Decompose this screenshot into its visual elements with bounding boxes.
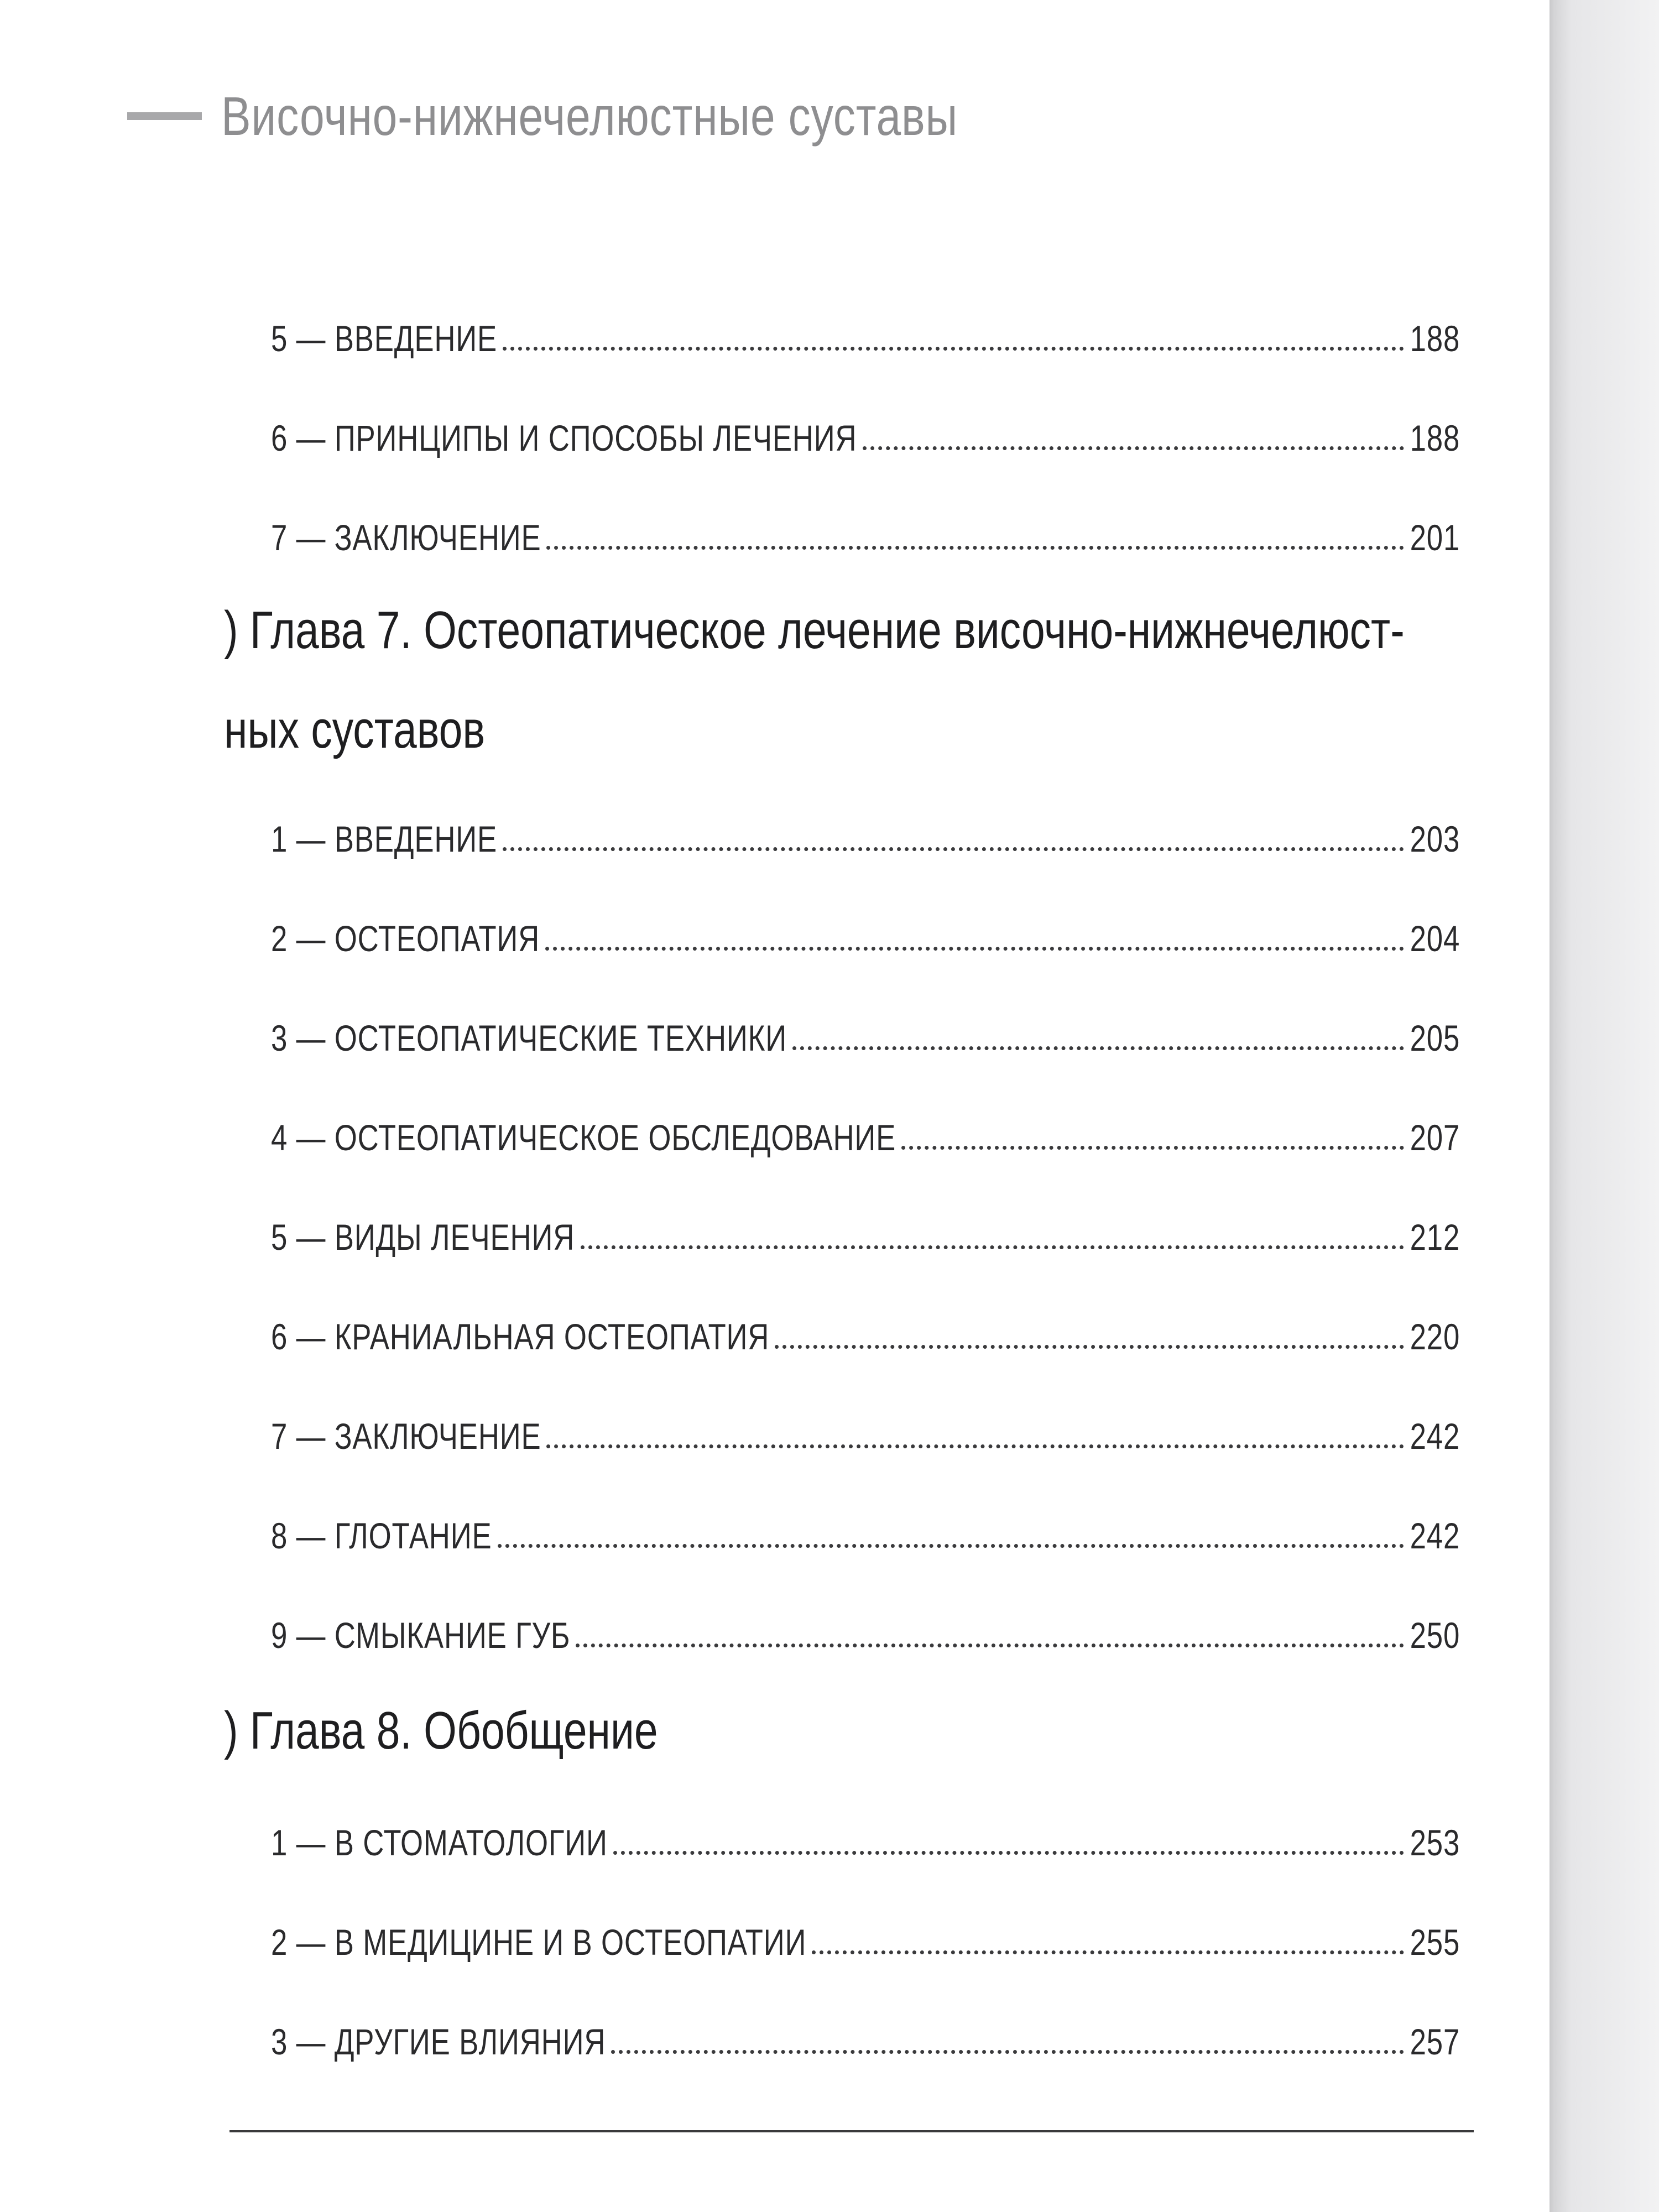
toc-leader-dots — [901, 1146, 1404, 1150]
toc-entry-label: 6 — ПРИНЦИПЫ И СПОСОБЫ ЛЕЧЕНИЯ — [271, 418, 857, 458]
toc-entry-label: 7 — ЗАКЛЮЧЕНИЕ — [271, 517, 541, 558]
toc-entry-label: 5 — ВВЕДЕНИЕ — [271, 318, 498, 359]
toc-leader-dots — [498, 1544, 1405, 1548]
toc-entry — [271, 1808, 1460, 1864]
toc-entry — [271, 805, 1460, 860]
toc-entry-label: 5 — ВИДЫ ЛЕЧЕНИЯ — [271, 1217, 575, 1258]
chapter-heading-line: ) Глава 8. Обобщение — [224, 1701, 658, 1760]
toc-entry-page: 253 — [1410, 1822, 1460, 1863]
toc-entry-page: 212 — [1410, 1217, 1460, 1258]
toc-entry-page: 188 — [1410, 418, 1460, 458]
toc-entry — [271, 1908, 1460, 1963]
toc-entry-page: 255 — [1410, 1922, 1460, 1963]
toc-entry-page: 257 — [1410, 2021, 1460, 2062]
toc-entry — [271, 2007, 1460, 2063]
page-edge-shadow — [1550, 0, 1659, 2212]
toc-leader-dots — [545, 947, 1405, 951]
toc-entry — [271, 1103, 1460, 1159]
toc-leader-dots — [581, 1245, 1405, 1249]
toc-entry-page: 242 — [1410, 1416, 1460, 1457]
bottom-rule — [229, 2130, 1474, 2132]
toc-leader-dots — [775, 1345, 1405, 1349]
toc-entry — [271, 304, 1460, 359]
chapter-heading-line: ных суставов — [224, 700, 486, 759]
toc-entry-label: 2 — ОСТЕОПАТИЯ — [271, 918, 540, 959]
toc-entry-label: 3 — ОСТЕОПАТИЧЕСКИЕ ТЕХНИКИ — [271, 1018, 787, 1058]
toc-entry-page: 220 — [1410, 1316, 1460, 1357]
toc-entry-page: 207 — [1410, 1117, 1460, 1158]
toc-entry-page: 203 — [1410, 818, 1460, 859]
toc-leader-dots — [792, 1046, 1404, 1050]
toc-entry-label: 8 — ГЛОТАНИЕ — [271, 1515, 492, 1556]
chapter-heading-line: ) Глава 7. Остеопатическое лечение височно-нижнечелюст- — [224, 601, 1405, 660]
toc-entry — [271, 404, 1460, 459]
toc-entry-label: 1 — ВВЕДЕНИЕ — [271, 818, 498, 859]
toc-leader-dots — [503, 347, 1404, 351]
toc-entry — [271, 503, 1460, 559]
toc-entry-page: 205 — [1410, 1018, 1460, 1058]
chapter-8-heading — [224, 1681, 1496, 1781]
toc-entry-label: 1 — В СТОМАТОЛОГИИ — [271, 1822, 608, 1863]
toc-entry — [271, 1203, 1460, 1258]
toc-entry — [271, 904, 1460, 959]
toc-entry-label: 4 — ОСТЕОПАТИЧЕСКОЕ ОБСЛЕДОВАНИЕ — [271, 1117, 896, 1158]
toc-leader-dots — [546, 546, 1404, 550]
toc-entry-page: 188 — [1410, 318, 1460, 359]
toc-entry-page: 204 — [1410, 918, 1460, 959]
toc-entry-page: 201 — [1410, 517, 1460, 558]
toc-entry — [271, 1004, 1460, 1059]
toc-leader-dots — [812, 1950, 1404, 1954]
toc-entry — [271, 1402, 1460, 1457]
running-head — [127, 83, 1120, 149]
toc-entry-label: 6 — КРАНИАЛЬНАЯ ОСТЕОПАТИЯ — [271, 1316, 770, 1357]
running-head-rule — [127, 112, 202, 120]
toc-entry-page: 242 — [1410, 1515, 1460, 1556]
toc-entry-label: 7 — ЗАКЛЮЧЕНИЕ — [271, 1416, 541, 1457]
toc-leader-dots — [546, 1444, 1404, 1448]
toc-entry — [271, 1302, 1460, 1358]
toc-entry-label: 3 — ДРУГИЕ ВЛИЯНИЯ — [271, 2021, 606, 2062]
chapter-7-heading — [224, 581, 1496, 780]
toc-leader-dots — [863, 446, 1405, 450]
toc-leader-dots — [611, 2050, 1405, 2054]
toc-entry — [271, 1501, 1460, 1557]
toc-leader-dots — [613, 1851, 1405, 1855]
running-head-title: Височно-нижнечелюстные суставы — [221, 85, 958, 147]
toc-leader-dots — [503, 847, 1404, 851]
toc-entry-label: 2 — В МЕДИЦИНЕ И В ОСТЕОПАТИИ — [271, 1922, 807, 1963]
toc-leader-dots — [576, 1644, 1404, 1647]
toc-entry-label: 9 — СМЫКАНИЕ ГУБ — [271, 1615, 571, 1656]
toc-entry — [271, 1601, 1460, 1656]
toc-entry-page: 250 — [1410, 1615, 1460, 1656]
